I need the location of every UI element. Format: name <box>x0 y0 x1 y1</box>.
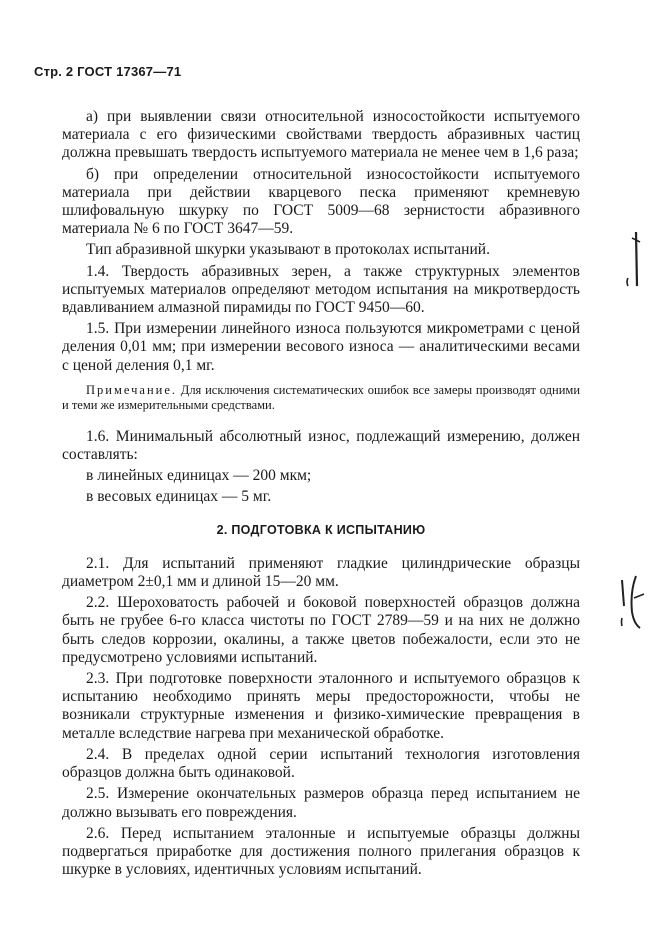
page-header: Стр. 2 ГОСТ 17367—71 <box>34 64 182 79</box>
section-title: 2. ПОДГОТОВКА К ИСПЫТАНИЮ <box>216 522 426 537</box>
paragraph-2-3: 2.3. При подготовке поверхности эталонного и испытуемого образцов к испытанию необходимо принять меры предосторожности, чтобы не возникали структурные изменения и физико-химические превращения в металле вследствие нагрева при механической обработке. <box>62 670 580 742</box>
paragraph-linear-units: в линейных единицах — 200 мкм; <box>86 467 312 485</box>
paragraph-1-5: 1.5. При измерении линейного износа пользуются микрометрами с ценой деления 0,01 мм; при измерении весового износа — аналитическими весами с ценой деления 0,1 мг. <box>62 320 580 374</box>
paragraph-a: а) при выявлении связи относительной износостойкости испытуемого материала с его физическими свойствами твердость абразивных частиц должна превышать твердость испытуемого материала не менее чем в 1,6 раза; <box>62 108 580 162</box>
paragraph-2-4: 2.4. В пределах одной серии испытаний технология изготовления образцов должна быть одинаковой. <box>62 745 580 782</box>
paragraph-1-4: 1.4. Твердость абразивных зерен, а также структурных элементов испытуемых материалов определяют методом испытания на микротвердость вдавливанием алмазной пирамиды по ГОСТ 9450—60. <box>62 262 580 317</box>
paragraph-weight-units: в весовых единицах — 5 мг. <box>86 488 272 506</box>
note <box>62 383 580 414</box>
note-label: Примечание. <box>86 382 178 397</box>
paragraph-2-5: 2.5. Измерение окончательных размеров образца перед испытанием не должно вызывать его повреждения. <box>62 785 580 821</box>
paragraph-1-6: 1.6. Минимальный абсолютный износ, подлежащий измерению, должен составлять: <box>62 427 580 464</box>
paragraph-2-2: 2.2. Шероховатость рабочей и боковой поверхностей образцов должна быть не грубее 6-го класса чистоты по ГОСТ 2789—59 и на них не должно быть следов коррозии, окалины, а также цветов побежалости, если это не предусмотрено условиями испытаний. <box>62 594 580 666</box>
margin-mark-lower <box>616 572 648 632</box>
page-body <box>62 108 580 882</box>
paragraph-abrasive-type: Тип абразивной шкурки указывают в протоколах испытаний. <box>86 241 490 259</box>
paragraph-2-6: 2.6. Перед испытанием эталонные и испытуемые образцы должны подвергаться приработке для достижения полного прилегания образцов к шкурке в условиях, идентичных условиям испытаний. <box>62 824 580 879</box>
paragraph-b: б) при определении относительной износостойкости испытуемого материала при действии кварцевого песка применяют кремневую шлифовальную шкурку по ГОСТ 5009—68 зернистости абразивного материала № 6 по ГОСТ 3647—59. <box>62 165 580 238</box>
note-text: Для исключения систематических ошибок все замеры производят одними и теми же измерительными средствами. <box>62 382 581 413</box>
margin-mark-upper <box>622 228 648 290</box>
paragraph-2-1: 2.1. Для испытаний применяют гладкие цилиндрические образцы диаметром 2±0,1 мм и длиной 15—20 мм. <box>62 554 580 591</box>
